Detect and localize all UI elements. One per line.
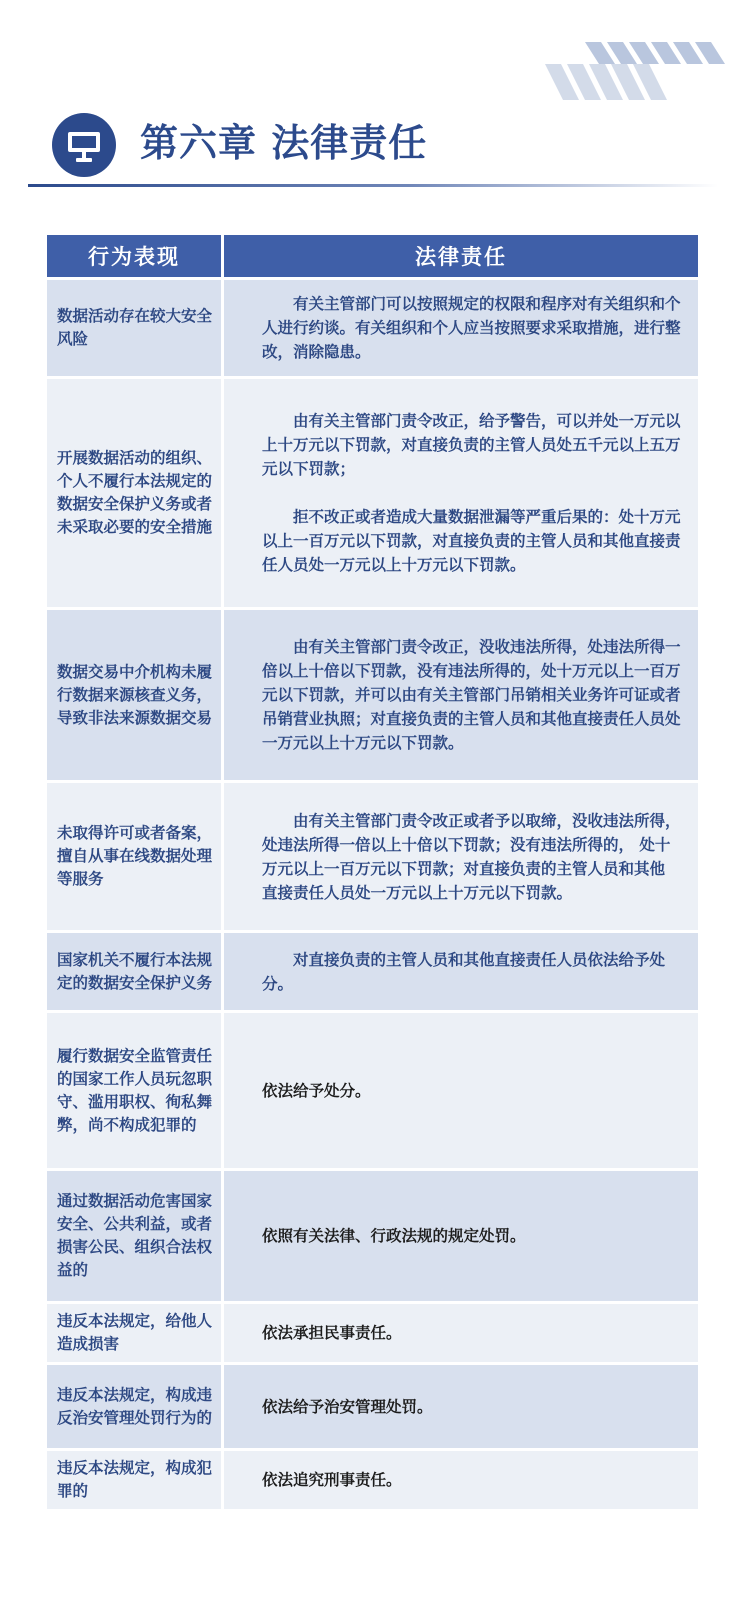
liability-cell [224,1013,698,1168]
chevron-stripes-decoration [545,42,725,112]
liability-cell [224,933,698,1010]
table-row [47,1013,698,1168]
liability-text: 由有关主管部门责令改正或者予以取缔，没收违法所得，处违法所得一倍以上十倍以下罚款；没有违法所得的， 处十万元以上一百万元以下罚款；对直接负责的主管人员和其他 直接责任人员处一万元以上十万元以下罚款。 [262,811,681,902]
table-row [47,783,698,930]
liability-text: 对直接负责的主管人员和其他直接责任人员依法给予处分。 [262,950,666,993]
table-header [47,235,698,277]
behavior-cell: 未取得许可或者备案，擅自从事在线数据处理等服务 [47,783,221,930]
behavior-cell: 履行数据安全监管责任的国家工作人员玩忽职守、滥用职权、徇私舞弊，尚不构成犯罪的 [47,1013,221,1168]
behavior-cell: 数据交易中介机构未履行数据来源核查义务，导致非法来源数据交易 [47,610,221,780]
liability-text: 依法追究刑事责任。 [262,1471,402,1489]
behavior-cell: 违反本法规定，构成犯罪的 [47,1451,221,1509]
table-row [47,280,698,376]
liability-text: 由有关主管部门责令改正，给予警告，可以并处一万元以上十万元以下罚款，对直接负责的主管人员处五千元以上五万元以下罚款； [262,412,681,478]
liability-text: 依照有关法律、行政法规的规定处罚。 [262,1227,526,1245]
liability-cell [224,783,698,930]
page-title: 第六章 法律责任 [140,121,428,165]
liability-cell [224,379,698,607]
behavior-cell: 开展数据活动的组织、个人不履行本法规定的数据安全保护义务或者未采取必要的安全措施 [47,379,221,607]
behavior-cell: 违反本法规定，给他人造成损害 [47,1304,221,1362]
table-row [47,1451,698,1509]
liability-text: 有关主管部门可以按照规定的权限和程序对有关组织和个人进行约谈。有关组织和个人应当按照要求采取措施，进行整改，消除隐患。 [262,295,681,361]
liability-cell [224,280,698,376]
liability-cell [224,1304,698,1362]
liability-text: 拒不改正或者造成大量数据泄漏等严重后果的：处十万元以上一百万元以下罚款，对直接负责的主管人员和其他直接责任人员处一万元以上十万元以下罚款。 [262,508,681,574]
table-row [47,1171,698,1301]
liability-table [47,235,698,1512]
liability-text: 由有关主管部门责令改正，没收违法所得，处违法所得一倍以上十倍以下罚款，没有违法所得的，处十万元以上一百万元以下罚款，并可以由有关主管部门吊销相关业务许可证或者吊销营业执照；对直接负责的主管人员和其他直接责任人员处一万元以上十万元以下罚款。 [262,638,681,752]
table-row [47,933,698,1010]
liability-text: 依法承担民事责任。 [262,1324,402,1342]
table-row [47,379,698,607]
liability-text: 依法给予治安管理处罚。 [262,1397,433,1416]
column-header-liability: 法律责任 [224,235,698,277]
behavior-cell: 违反本法规定，构成违反治安管理处罚行为的 [47,1365,221,1448]
title-divider [28,184,718,187]
liability-cell [224,1365,698,1448]
behavior-cell: 国家机关不履行本法规定的数据安全保护义务 [47,933,221,1010]
column-header-behavior: 行为表现 [47,235,221,277]
liability-cell [224,1171,698,1301]
behavior-cell: 数据活动存在较大安全风险 [47,280,221,376]
liability-text: 依法给予处分。 [262,1081,371,1100]
table-row [47,610,698,780]
presentation-board-icon [52,113,116,177]
behavior-cell: 通过数据活动危害国家安全、公共利益，或者损害公民、组织合法权益的 [47,1171,221,1301]
table-body [47,280,698,1509]
table-row [47,1365,698,1448]
liability-cell [224,1451,698,1509]
table-row [47,1304,698,1362]
liability-cell [224,610,698,780]
